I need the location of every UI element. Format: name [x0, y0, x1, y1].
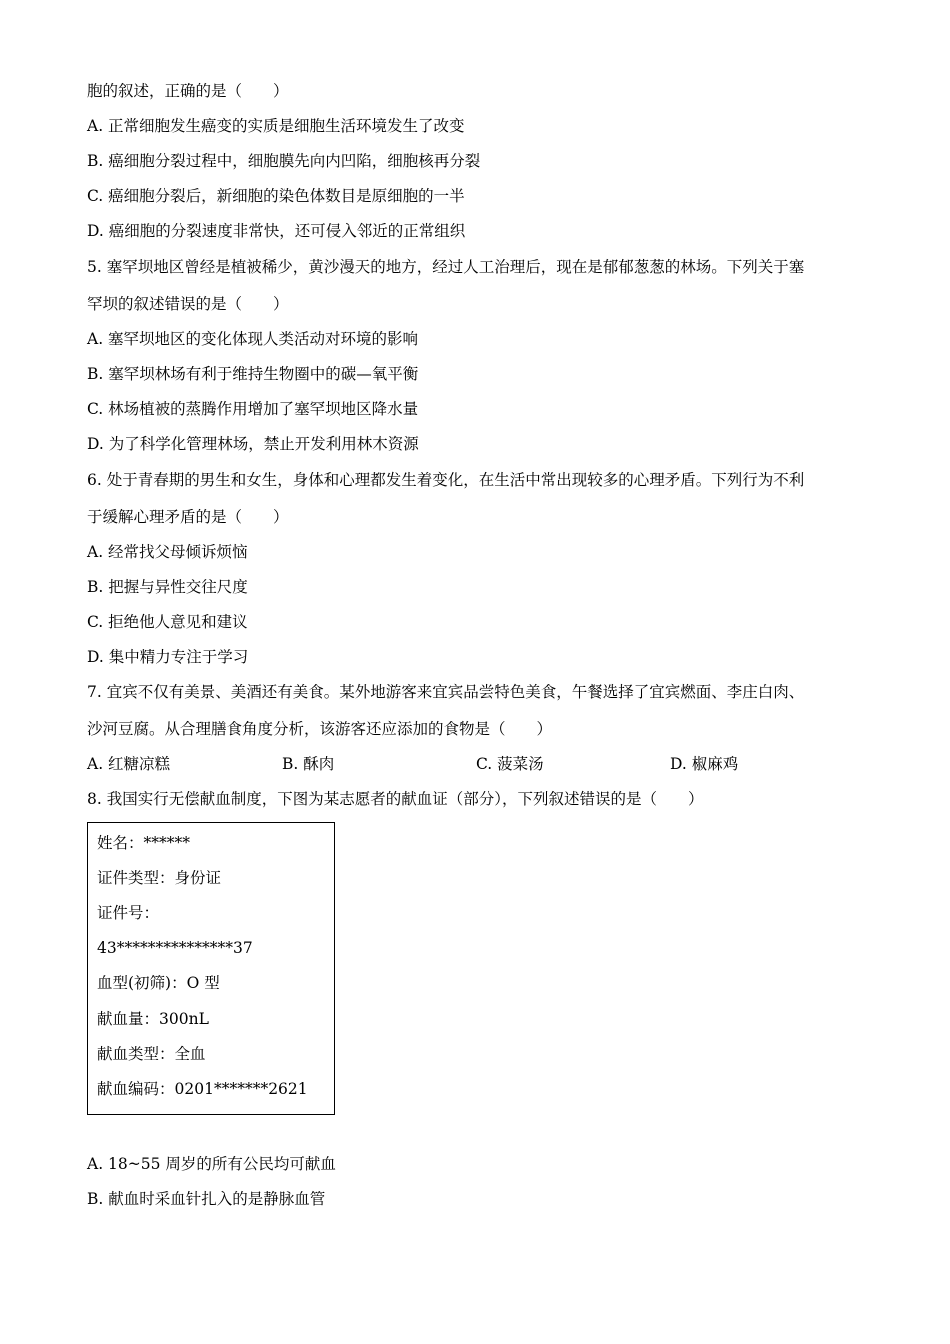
q5-stem-line1: 5. 塞罕坝地区曾经是植被稀少，黄沙漫天的地方，经过人工治理后，现在是郁郁葱葱的林场。下列关于塞	[87, 258, 805, 276]
q6-option-c: C. 拒绝他人意见和建议	[87, 613, 248, 631]
q6-option-a: A. 经常找父母倾诉烦恼	[87, 543, 248, 561]
q7-option-a: A. 红糖凉糕	[87, 755, 171, 773]
q7-option-b: B. 酥肉	[282, 755, 335, 773]
q8-stem: 8. 我国实行无偿献血制度，下图为某志愿者的献血证（部分），下列叙述错误的是（ ）	[87, 790, 704, 808]
card-blood-type: 血型(初筛)：O 型	[97, 974, 220, 992]
card-id-number: 43***************37	[97, 939, 253, 957]
q5-option-d: D. 为了科学化管理林场，禁止开发利用林木资源	[87, 435, 419, 453]
q4-stem-tail: 胞的叙述，正确的是（ ）	[87, 82, 289, 100]
q4-option-c: C. 癌细胞分裂后，新细胞的染色体数目是原细胞的一半	[87, 187, 465, 205]
q8-option-a: A. 18~55 周岁的所有公民均可献血	[87, 1155, 336, 1173]
blood-donation-certificate	[87, 822, 335, 1115]
q4-option-a: A. 正常细胞发生癌变的实质是细胞生活环境发生了改变	[87, 117, 465, 135]
q5-option-b: B. 塞罕坝林场有利于维持生物圈中的碳—氧平衡	[87, 365, 419, 383]
q6-option-b: B. 把握与异性交往尺度	[87, 578, 248, 596]
q6-stem-line1: 6. 处于青春期的男生和女生，身体和心理都发生着变化，在生活中常出现较多的心理矛盾。下列行为不利	[87, 471, 805, 489]
card-donation-volume: 献血量：300nL	[97, 1010, 209, 1028]
q5-option-a: A. 塞罕坝地区的变化体现人类活动对环境的影响	[87, 330, 419, 348]
q6-option-d: D. 集中精力专注于学习	[87, 648, 249, 666]
q7-option-d: D. 椒麻鸡	[670, 755, 739, 773]
card-donation-code: 献血编码：0201*******2621	[97, 1080, 308, 1098]
q7-options-row	[87, 754, 867, 774]
card-name: 姓名：******	[97, 834, 191, 852]
card-id-label: 证件号：	[97, 904, 160, 922]
q6-stem-line2: 于缓解心理矛盾的是（ ）	[87, 508, 289, 526]
card-id-type: 证件类型：身份证	[97, 869, 222, 887]
q8-option-b: B. 献血时采血针扎入的是静脉血管	[87, 1190, 326, 1208]
q4-option-b: B. 癌细胞分裂过程中，细胞膜先向内凹陷，细胞核再分裂	[87, 152, 481, 170]
q5-stem-line2: 罕坝的叙述错误的是（ ）	[87, 295, 289, 313]
q7-stem-line1: 7. 宜宾不仅有美景、美酒还有美食。某外地游客来宜宾品尝特色美食，午餐选择了宜宾燃面、李庄白肉、	[87, 683, 805, 701]
q7-stem-line2: 沙河豆腐。从合理膳食角度分析，该游客还应添加的食物是（ ）	[87, 720, 553, 738]
q4-option-d: D. 癌细胞的分裂速度非常快，还可侵入邻近的正常组织	[87, 222, 466, 240]
q7-option-c: C. 菠菜汤	[476, 755, 544, 773]
q5-option-c: C. 林场植被的蒸腾作用增加了塞罕坝地区降水量	[87, 400, 419, 418]
card-donation-type: 献血类型：全血	[97, 1045, 206, 1063]
